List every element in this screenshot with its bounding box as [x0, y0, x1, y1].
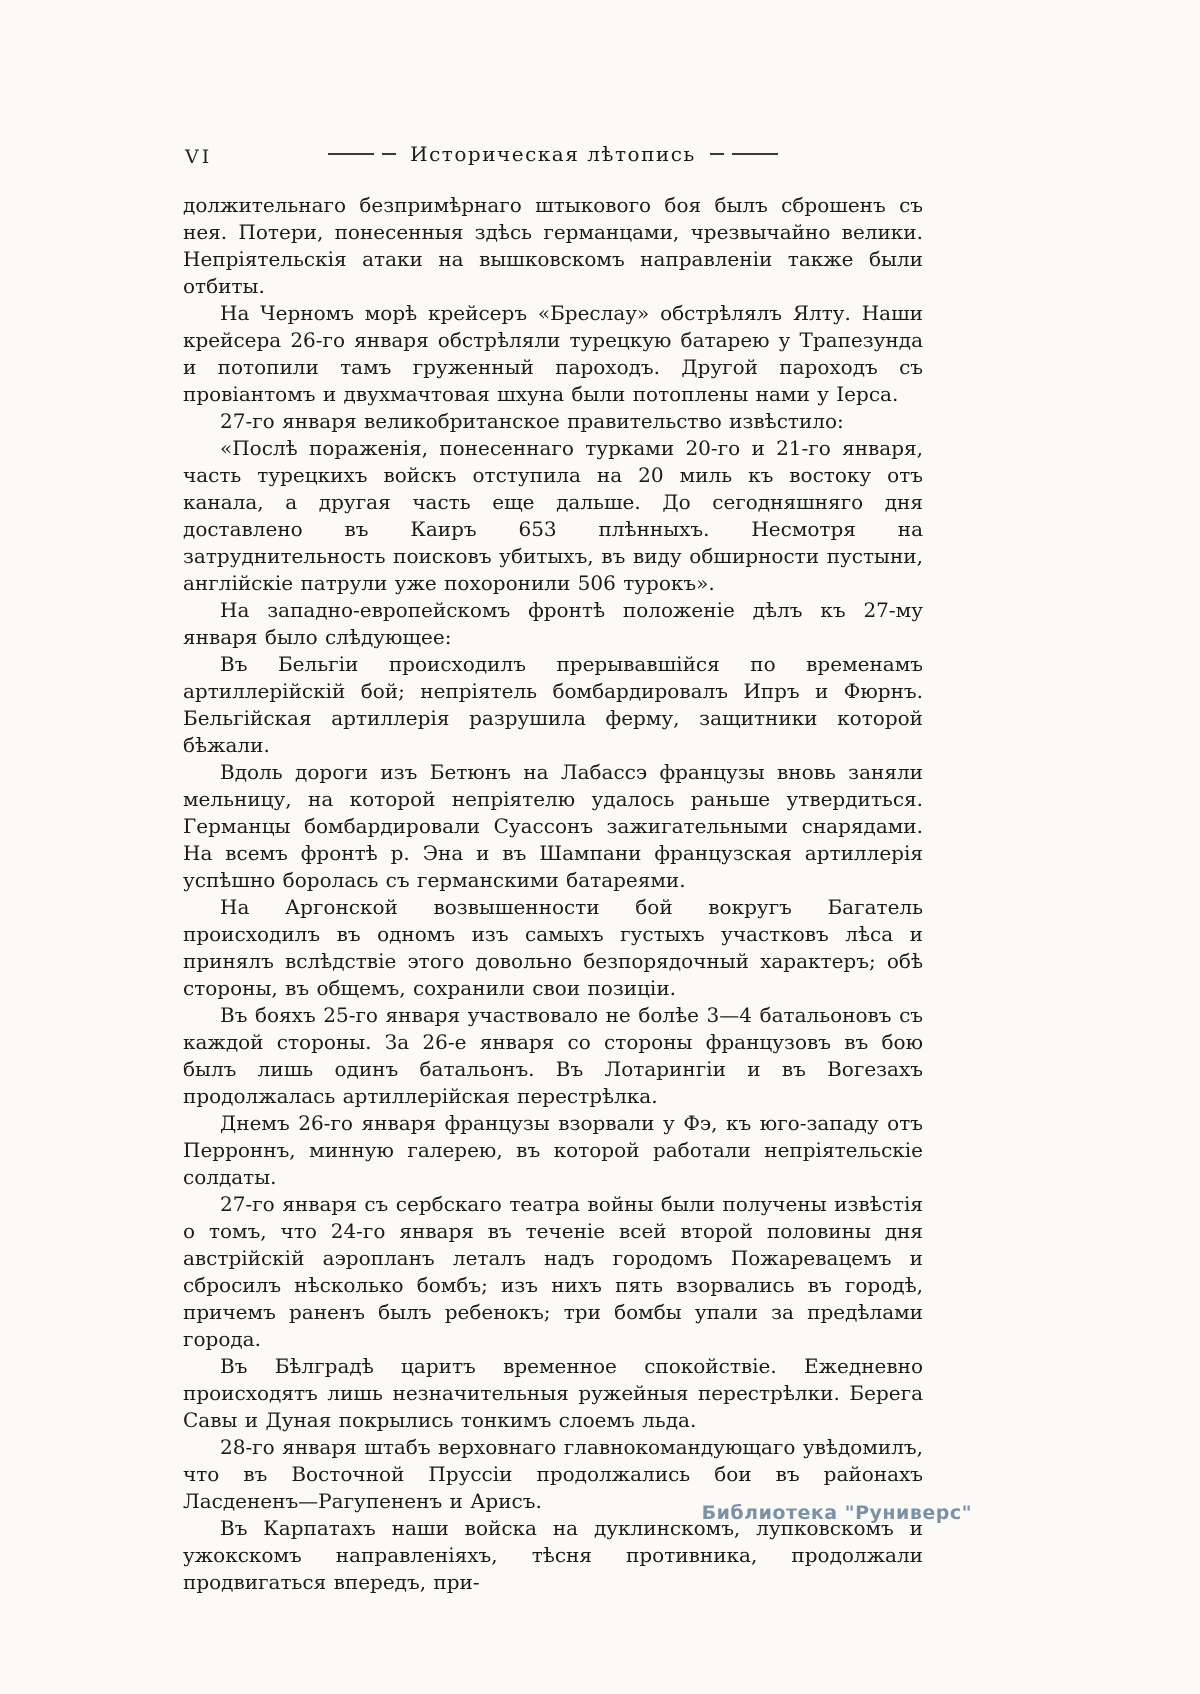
header-rule-left-long [328, 153, 374, 155]
paragraph: На Черномъ морѣ крейсеръ «Бреслау» обстрѣлялъ Ялту. Наши крейсера 26-го января обстрѣляли турецкую батарею у Трапезунда и потопили тамъ груженный пароходъ. Другой пароходъ съ провіантомъ и двухмачтовая шхуна были потоплены нами у Іерса. [183, 301, 923, 406]
header-rule-right-long [732, 153, 778, 155]
page-header [183, 142, 923, 176]
paragraph: На западно-европейскомъ фронтѣ положеніе дѣлъ къ 27-му января было слѣдующее: [183, 598, 923, 649]
header-rule-left-short [382, 153, 396, 155]
paragraph: Въ бояхъ 25-го января участвовало не болѣе 3—4 батальоновъ съ каждой стороны. За 26-е января со стороны французовъ въ бою былъ лишь одинъ батальонъ. Въ Лотарингіи и въ Вогезахъ продолжалась артиллерійская перестрѣлка. [183, 1003, 923, 1108]
page-number: VI [185, 146, 213, 168]
paragraph: 27-го января великобританское правительство извѣстило: [220, 409, 844, 433]
running-title-row [183, 142, 923, 166]
paragraph: должительнаго безпримѣрнаго штыкового боя былъ сброшенъ съ нея. Потери, понесенныя здѣсь германцами, чрезвычайно велики. Непріятельскія атаки на вышковскомъ направленіи также были отбиты. [183, 193, 923, 298]
running-title: Историческая лѣтопись [410, 142, 696, 166]
paragraph: 27-го января съ сербскаго театра войны были получены извѣстія о томъ, что 24-го января въ теченіе всей второй половины дня австрійскій аэропланъ леталъ надъ городомъ Пожаревацемъ и сбросилъ нѣсколько бомбъ; изъ нихъ пять взорвались въ городѣ, причемъ раненъ былъ ребенокъ; три бомбы упали за предѣлами города. [183, 1192, 923, 1351]
paragraph: 28-го января штабъ верховнаго главнокомандующаго увѣдомилъ, что въ Восточной Пруссіи продолжались бои въ районахъ Ласдененъ—Рагупененъ и Арисъ. [183, 1435, 923, 1513]
text-column [183, 142, 923, 1596]
paragraph: На Аргонской возвышенности бой вокругъ Багатель происходилъ въ одномъ изъ самыхъ густыхъ участковъ лѣса и принялъ вслѣдствіе этого довольно безпорядочный характеръ; обѣ стороны, въ общемъ, сохранили свои позиціи. [183, 895, 923, 1000]
paragraph: Въ Карпатахъ наши войска на дуклинскомъ, лупковскомъ и ужокскомъ направленіяхъ, тѣсня противника, продолжали продвигаться впередъ, при- [183, 1516, 923, 1594]
paragraph: Въ Бѣлградѣ царитъ временное спокойствіе. Ежедневно происходятъ лишь незначительныя ружейныя перестрѣлки. Берега Савы и Дуная покрылись тонкимъ слоемъ льда. [183, 1354, 923, 1432]
paragraph: Вдоль дороги изъ Бетюнъ на Лабассэ французы вновь заняли мельницу, на которой непріятелю удалось раньше утвердиться. Германцы бомбардировали Суассонъ зажигательными снарядами. На всемъ фронтѣ р. Эна и въ Шампани французская артиллерія успѣшно боролась съ германскими батареями. [183, 760, 923, 892]
header-rule-right-short [710, 153, 724, 155]
paragraph: Днемъ 26-го января французы взорвали у Фэ, къ юго-западу отъ Перроннъ, минную галерею, въ которой работали непріятельскіе солдаты. [183, 1111, 923, 1189]
library-watermark: Библиотека "Руниверс" [701, 1502, 972, 1524]
body-text [183, 192, 923, 1596]
paragraph: Въ Бельгіи происходилъ прерывавшійся по временамъ артиллерійскій бой; непріятель бомбардировалъ Ипръ и Фюрнъ. Бельгійская артиллерія разрушила ферму, защитники которой бѣжали. [183, 652, 923, 757]
paragraph: «Послѣ пораженія, понесеннаго турками 20-го и 21-го января, часть турецкихъ войскъ отступила на 20 миль къ востоку отъ канала, а другая часть еще дальше. До сегодняшняго дня доставлено въ Каиръ 653 плѣнныхъ. Несмотря на затруднительность поисковъ убитыхъ, въ виду обширности пустыни, англійскіе патрули уже похоронили 506 турокъ». [183, 436, 923, 595]
